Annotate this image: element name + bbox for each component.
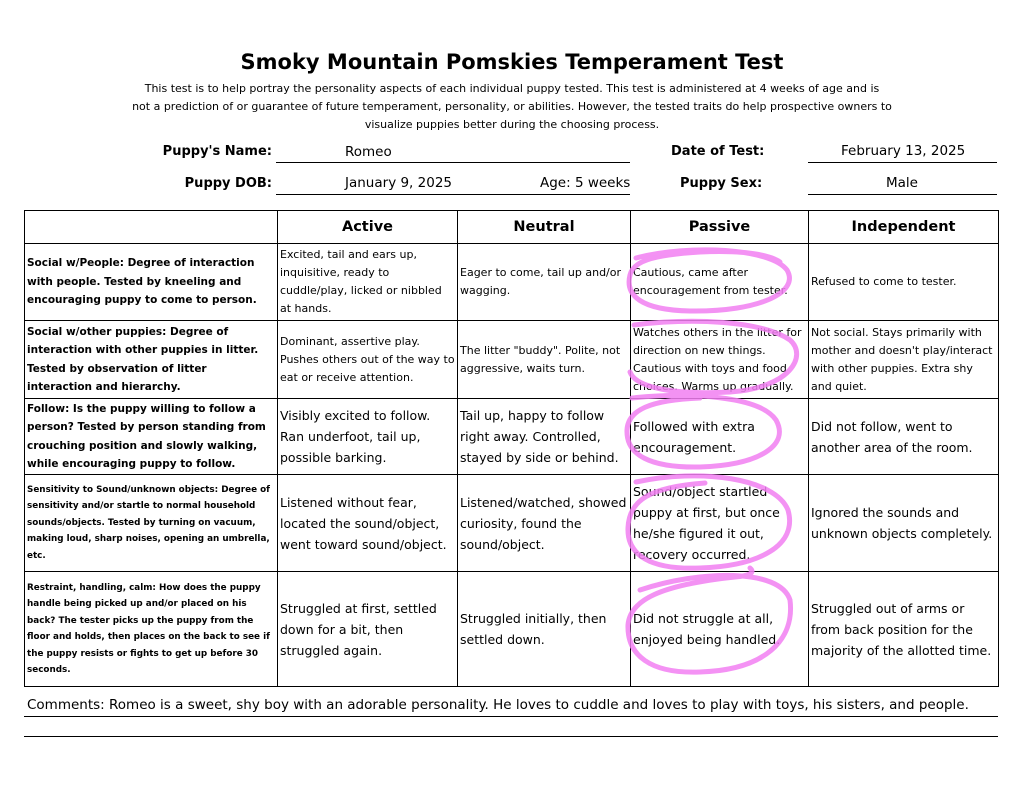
table-cell: Eager to come, tail up and/or wagging. [458, 244, 631, 321]
table-cell: Tail up, happy to follow right away. Controlled, stayed by side or behind. [458, 399, 631, 475]
puppy-dob-label: Puppy DOB: [184, 176, 272, 191]
puppy-name-underline [276, 162, 630, 163]
table-cell: Listened without fear, located the sound/object, went toward sound/object. [278, 475, 458, 572]
column-header: Active [278, 211, 458, 244]
table-cell: Listened/watched, showed curiosity, found the sound/object. [458, 475, 631, 572]
table-cell: Did not struggle at all, enjoyed being handled. [631, 572, 809, 687]
comments-underline-2 [24, 736, 998, 737]
puppy-age-value: Age: 5 weeks [540, 175, 631, 191]
column-header: Independent [809, 211, 999, 244]
puppy-dob-value: January 9, 2025 [345, 175, 452, 191]
intro-line: This test is to help portray the personality aspects of each individual puppy tested. This test is administered at 4 weeks of age and is [144, 82, 880, 95]
puppy-name-label: Puppy's Name: [162, 144, 272, 159]
table-cell: Not social. Stays primarily with mother and doesn't play/interact with other puppies. Extra shy and quiet. [809, 321, 999, 399]
puppy-dob-underline [276, 194, 630, 195]
column-header: Neutral [458, 211, 631, 244]
table-cell: The litter "buddy". Polite, not aggressive, waits turn. [458, 321, 631, 399]
table-cell: Cautious, came after encouragement from tester. [631, 244, 809, 321]
table-row [25, 572, 999, 687]
row-header: Sensitivity to Sound/unknown objects: Degree of sensitivity and/or startle to normal household sounds/objects. Tested by turning on vacuum, making loud, sharp noises, opening an umbrella, etc. [25, 475, 278, 572]
row-header: Follow: Is the puppy willing to follow a person? Tested by person standing from crouching position and slowly walking, while encouraging puppy to follow. [25, 399, 278, 475]
table-row [25, 475, 999, 572]
comments-underline [24, 716, 998, 717]
table-cell: Did not follow, went to another area of the room. [809, 399, 999, 475]
comments-text: Comments: Romeo is a sweet, shy boy with an adorable personality. He loves to cuddle and loves to play with toys, his sisters, and people. [27, 697, 969, 713]
table-row [25, 244, 999, 321]
table-row [25, 399, 999, 475]
table-cell: Struggled initially, then settled down. [458, 572, 631, 687]
table-cell: Dominant, assertive play. Pushes others out of the way to eat or receive attention. [278, 321, 458, 399]
table-cell: Refused to come to tester. [809, 244, 999, 321]
table-cell: Excited, tail and ears up, inquisitive, ready to cuddle/play, licked or nibbled at hands. [278, 244, 458, 321]
temperament-table [24, 210, 999, 687]
puppy-name-value: Romeo [345, 144, 392, 160]
table-corner-cell [25, 211, 278, 244]
date-of-test-label: Date of Test: [671, 144, 765, 159]
table-cell: Sound/object startled puppy at first, but once he/she figured it out, recovery occurred. [631, 475, 809, 572]
table-cell: Struggled at first, settled down for a bit, then struggled again. [278, 572, 458, 687]
table-header-row [25, 211, 999, 244]
date-of-test-underline [808, 162, 997, 163]
puppy-sex-value: Male [886, 175, 918, 191]
page-title: Smoky Mountain Pomskies Temperament Test [240, 50, 784, 74]
puppy-sex-label: Puppy Sex: [680, 176, 763, 191]
column-header: Passive [631, 211, 809, 244]
table-cell: Ignored the sounds and unknown objects completely. [809, 475, 999, 572]
row-header: Restraint, handling, calm: How does the puppy handle being picked up and/or placed on his back? The tester picks up the puppy from the floor and holds, then places on the back to see if the puppy resists or fights to get up before 30 seconds. [25, 572, 278, 687]
row-header: Social w/People: Degree of interaction with people. Tested by kneeling and encouraging puppy to come to person. [25, 244, 278, 321]
table-cell: Visibly excited to follow. Ran underfoot, tail up, possible barking. [278, 399, 458, 475]
table-row [25, 321, 999, 399]
puppy-sex-underline [808, 194, 997, 195]
table-cell: Followed with extra encouragement. [631, 399, 809, 475]
table-cell: Struggled out of arms or from back position for the majority of the allotted time. [809, 572, 999, 687]
row-header: Social w/other puppies: Degree of interaction with other puppies in litter. Tested by observation of litter interaction and hierarchy. [25, 321, 278, 399]
date-of-test-value: February 13, 2025 [841, 143, 966, 159]
intro-text [120, 80, 904, 134]
intro-line: visualize puppies better during the choosing process. [364, 118, 660, 131]
table-cell: Watches others in the litter for direction on new things. Cautious with toys and food choices. Warms up gradually. [631, 321, 809, 399]
intro-line: not a prediction of or guarantee of future temperament, personality, or abilities. However, the tested traits do help prospective owners to [132, 100, 892, 113]
